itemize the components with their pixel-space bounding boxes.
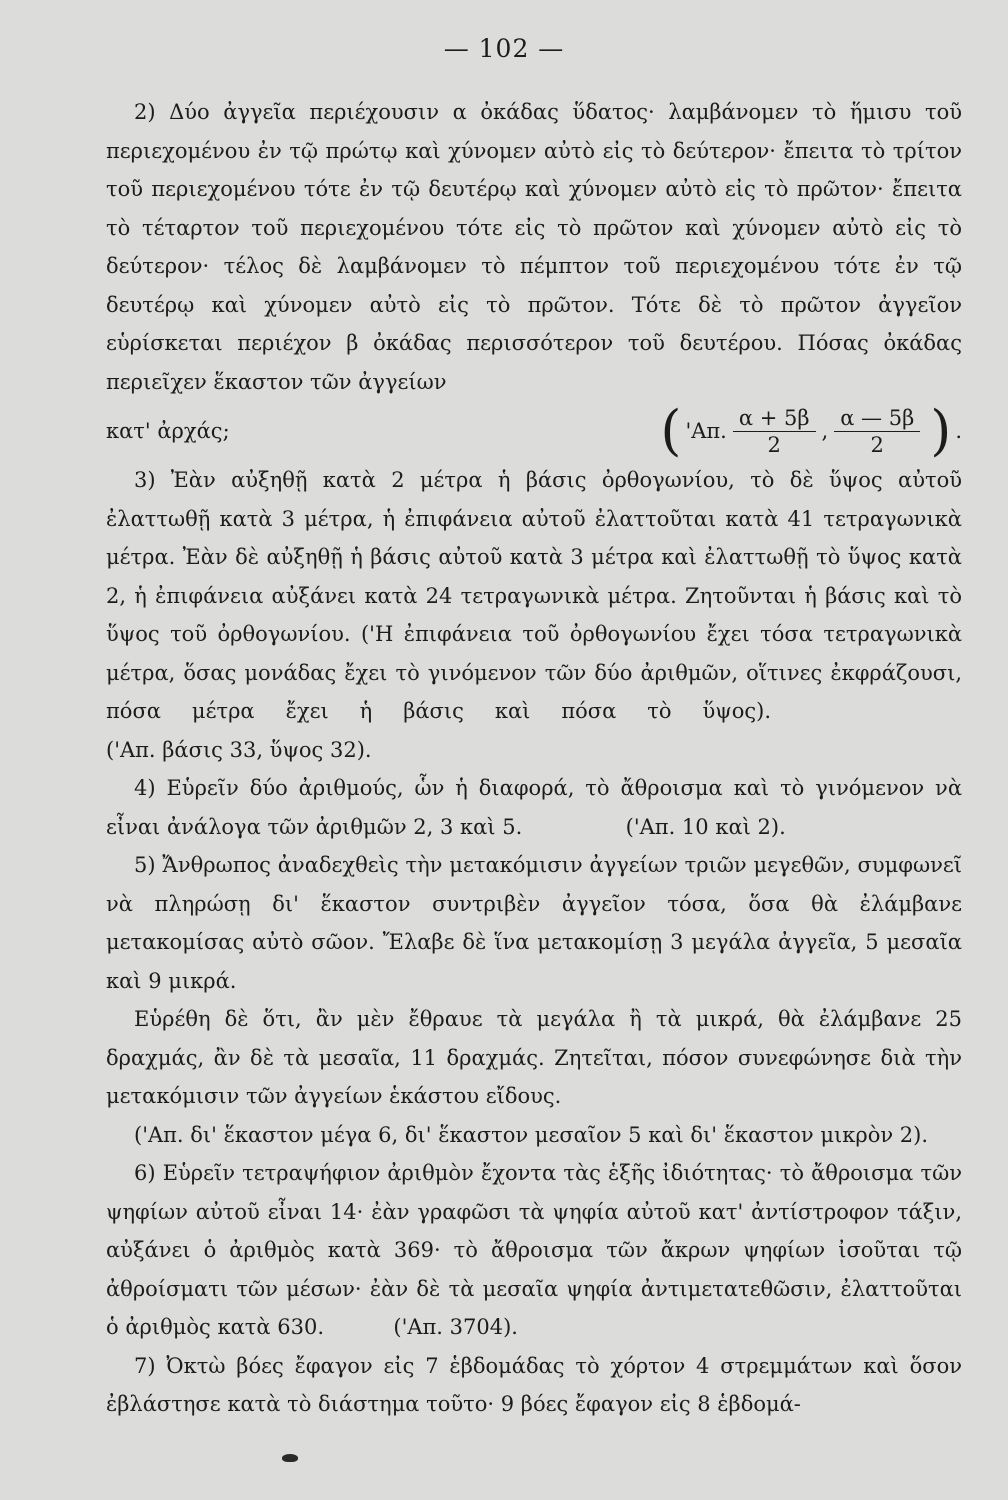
answer-fraction-1 — [733, 405, 816, 458]
answer-fraction-2 — [834, 405, 920, 458]
page-number: — 102 — — [443, 34, 565, 63]
answer-end: . — [955, 418, 962, 443]
problem-6-text: 6) Εὑρεῖν τετραψήφιον ἀριθμὸν ἔχοντα τὰς ἑξῆς ἰδιότητας· τὸ ἄθροισμα τῶν ψηφίων αὐτοῦ εἶναι 14· ἐὰν γραφῶσι τὰ ψηφία αὐτοῦ κατ' ἀντίστροφον τάξιν, αὐξάνει ὁ ἀριθμὸς κατὰ 369· τὸ ἄθροισμα τῶν ἄκρων ψηφίων ἰσοῦται τῷ ἀθροίσματι τῶν μέσων· ἐὰν δὲ τὰ μεσαῖα ψηφία ἀντιμετατεθῶσιν, ἐλαττοῦται ὁ ἀριθμὸς κατὰ 630. — [106, 1161, 962, 1339]
fraction-denominator: 2 — [767, 432, 781, 457]
fraction-denominator: 2 — [870, 432, 884, 457]
problem-7-text: 7) Ὀκτὼ βόες ἔφαγον εἰς 7 ἑβδομάδας τὸ χόρτον 4 στρεμμάτων καὶ ὅσον ἐβλάστησε κατὰ τὸ διάστημα τοῦτο· 9 βόες ἔφαγον εἰς 8 ἑβδομά- — [106, 1353, 962, 1416]
fraction-numerator: α — 5β — [834, 405, 920, 432]
problem-2-answer: ( 'Απ. $\frac{\alpha + 5\beta}{2}$ , $\frac{\alpha — 5\beta}{2}$ ) . — [660, 399, 962, 462]
problem-4-text: 4) Εὑρεῖν δύο ἀριθμούς, ὧν ἡ διαφορά, τὸ ἄθροισμα καὶ τὸ γινόμενον νὰ εἶναι ἀνάλογα τῶν ἀριθμῶν 2, 3 καὶ 5. — [106, 776, 962, 839]
answer-separator: , — [821, 418, 829, 443]
problem-3-text: 3) Ἐὰν αὐξηθῇ κατὰ 2 μέτρα ἡ βάσις ὀρθογωνίου, τὸ δὲ ὕψος αὐτοῦ ἐλαττωθῇ κατὰ 3 μέτρα, ἡ ἐπιφάνεια αὐτοῦ ἐλαττοῦται κατὰ 41 τετραγωνικὰ μέτρα. Ἐὰν δὲ αὐξηθῇ ἡ βάσις αὐτοῦ κατὰ 3 μέτρα καὶ ἐλαττωθῇ τὸ ὕψος κατὰ 2, ἡ ἐπιφάνεια αὐξάνει κατὰ 24 τετραγωνικὰ μέτρα. Ζητοῦνται ἡ βάσις καὶ τὸ ὕψος τοῦ ὀρθογωνίου. ('Η ἐπιφάνεια τοῦ ὀρθογωνίου ἔχει τόσα τετραγωνικὰ μέτρα, ὅσας μονάδας ἔχει τὸ γινόμενον τῶν δύο ἀριθμῶν, οἵτινες ἐκφράζουσι, πόσα μέτρα ἔχει ἡ βάσις καὶ πόσα τὸ ὕψος). — [106, 468, 962, 723]
ink-mark — [282, 1454, 298, 1462]
problem-6-answer: ('Απ. 3704). — [393, 1315, 518, 1339]
problem-6 — [106, 1154, 962, 1347]
problem-4-answer: ('Απ. 10 καὶ 2). — [625, 814, 786, 839]
problem-2-answer-row — [106, 401, 962, 461]
problem-5-text-2: Εὑρέθη δὲ ὅτι, ἂν μὲν ἔθραυε τὰ μεγάλα ἢ τὰ μικρά, θὰ ἐλάμβανε 25 δραχμάς, ἂν δὲ τὰ μεσαῖα, 11 δραχμάς. Ζητεῖται, πόσον συνεφώνησε διὰ τὴν μετακόμισιν τῶν ἀγγείων ἑκάστου εἴδους. — [106, 1007, 962, 1108]
answer-label: 'Απ. — [685, 418, 727, 443]
problem-5-text: 5) Ἄνθρωπος ἀναδεχθεὶς τὴν μετακόμισιν ἀγγείων τριῶν μεγεθῶν, συμφωνεῖ νὰ πληρώσῃ δι' ἕκαστον συντριβὲν ἀγγεῖον τόσα, ὅσα θὰ ἐλάμβανε μετακομίσας αὐτὸ σῶον. Ἔλαβε δὲ ἵνα μετακομίσῃ 3 μεγάλα ἀγγεῖα, 5 μεσαῖα καὶ 9 μικρά. — [106, 853, 962, 993]
problem-3 — [106, 461, 962, 769]
page-content — [106, 93, 962, 1424]
problem-4 — [106, 769, 962, 846]
problem-5-answer: ('Απ. δι' ἕκαστον μέγα 6, δι' ἕκαστον μεσαῖον 5 καὶ δι' ἕκαστον μικρὸν 2). — [134, 1122, 929, 1147]
problem-3-answer: ('Απ. βάσις 33, ὕψος 32). — [106, 737, 372, 762]
problem-2-tail: κατ' ἀρχάς; — [106, 418, 230, 443]
problem-2-text: 2) Δύο ἀγγεῖα περιέχουσιν α ὀκάδας ὕδατος· λαμβάνομεν τὸ ἥμισυ τοῦ περιεχομένου ἐν τῷ πρώτῳ καὶ χύνομεν αὐτὸ εἰς τὸ δεύτερον· ἔπειτα τὸ τρίτον τοῦ περιεχομένου τότε ἐν τῷ δευτέρῳ καὶ χύνομεν αὐτὸ εἰς τὸ πρῶτον· ἔπειτα τὸ τέταρτον τοῦ περιεχομένου τότε εἰς τὸ πρῶτον καὶ χύνομεν αὐτὸ εἰς τὸ δεύτερον· τέλος δὲ λαμβάνομεν τὸ πέμπτον τοῦ περιεχομένου τότε ἐν τῷ δευτέρῳ καὶ χύνομεν αὐτὸ εἰς τὸ πρῶτον. Τότε δὲ τὸ πρῶτον ἀγγεῖον εὑρίσκεται περιέχον β ὀκάδας περισσότερον τοῦ δευτέρου. Πόσας ὀκάδας περιεῖχεν ἕκαστον τῶν ἀγγείων — [106, 100, 962, 394]
fraction-numerator: α + 5β — [733, 405, 816, 432]
